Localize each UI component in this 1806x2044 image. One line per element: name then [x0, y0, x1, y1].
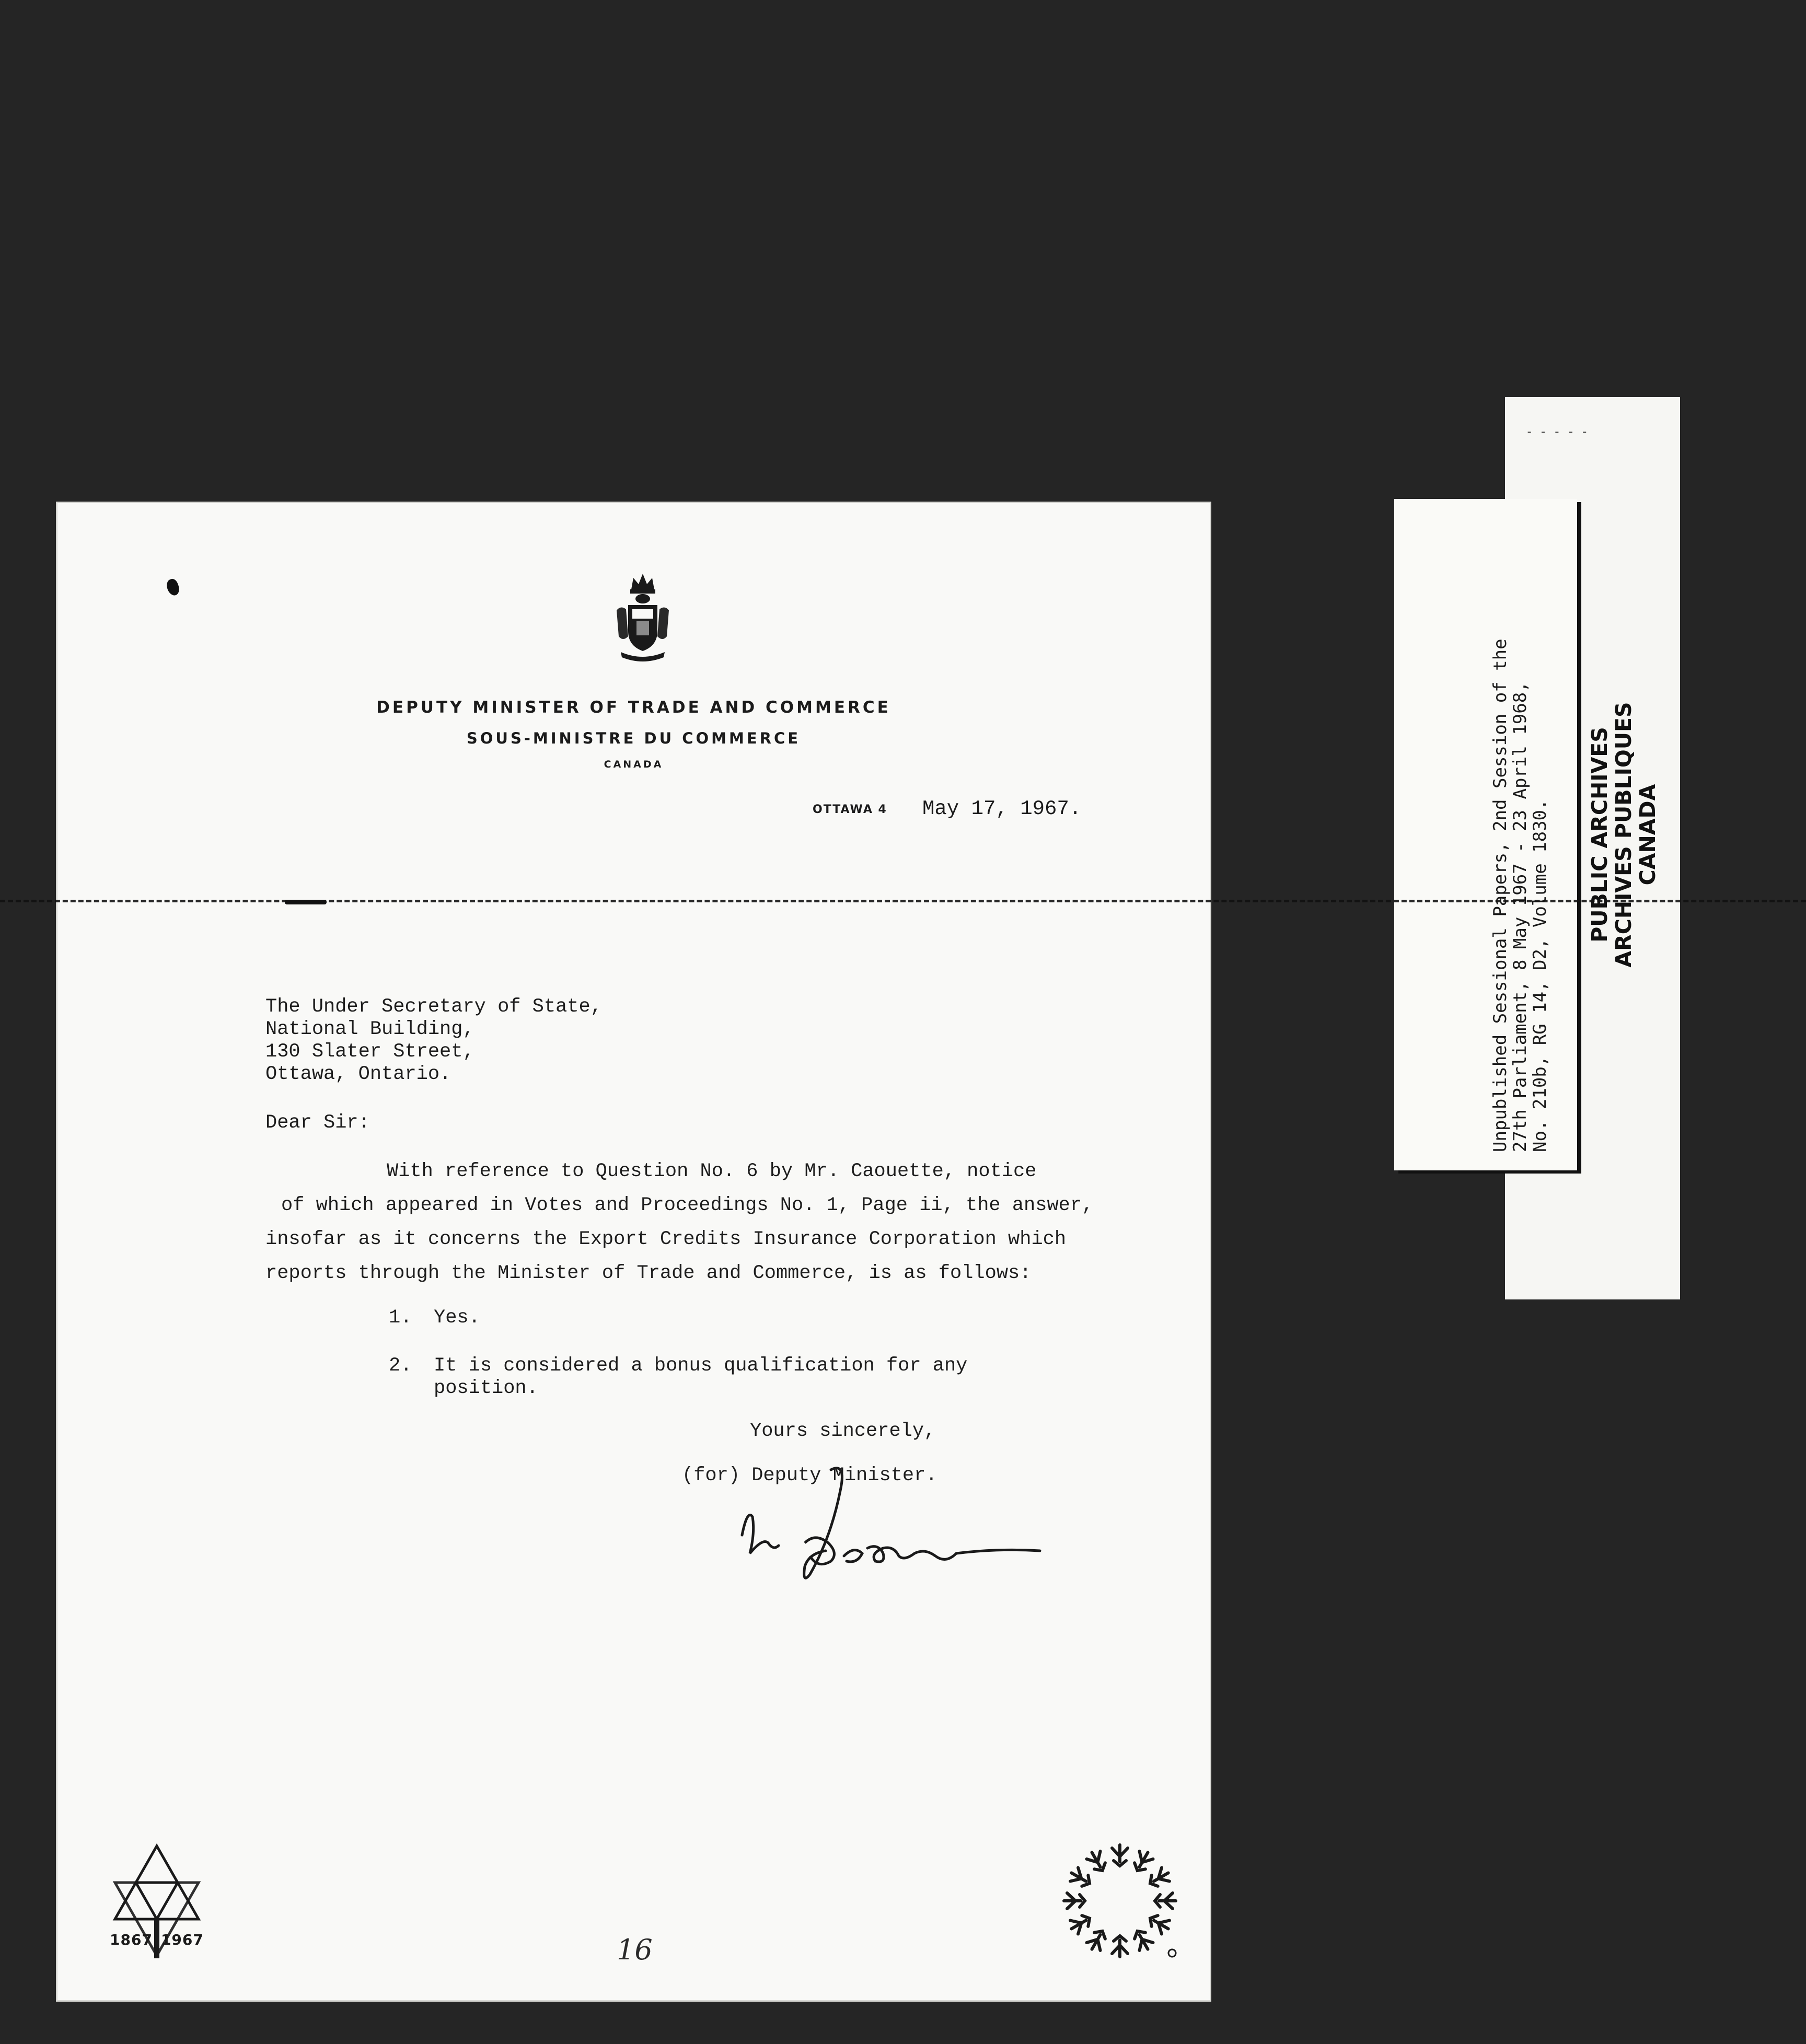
body-line-4: reports through the Minister of Trade and Commerce, is as follows: [265, 1262, 1032, 1284]
recipient-line-4: Ottawa, Ontario. [265, 1063, 452, 1085]
archives-stamp-line-2: ARCHIVES PUBLIQUES [1611, 702, 1636, 968]
centennial-year-start: 1867 [110, 1931, 153, 1948]
body-line-1: With reference to Question No. 6 by Mr. Caouette, notice [387, 1160, 1037, 1182]
letter-date: May 17, 1967. [922, 797, 1082, 820]
centennial-years [110, 1931, 204, 1948]
ink-blot [165, 577, 181, 597]
archives-stamp-line-1: PUBLIC ARCHIVES [1587, 727, 1612, 943]
fold-line-mark [285, 900, 327, 904]
card-margin-mark: - - - - - [1526, 426, 1588, 439]
letterhead-subtitle-french: SOUS-MINISTRE DU COMMERCE [466, 729, 801, 747]
body-line-2: of which appeared in Votes and Proceedings No. 1, Page ii, the answer, [281, 1194, 1094, 1216]
archives-stamp-line-3: CANADA [1635, 784, 1660, 886]
archive-reference-line-3: No. 210b, RG 14, D2, Volume 1830. [1530, 799, 1550, 1152]
fold-line [0, 900, 1806, 902]
archive-reference-label [1490, 638, 1550, 1152]
answer-1-text: Yes. [434, 1307, 480, 1329]
answer-1-number: 1. [389, 1307, 412, 1329]
signatory-title: (for) Deputy Minister. [682, 1465, 937, 1486]
recipient-line-2: National Building, [265, 1018, 474, 1040]
answer-2-line-1: It is considered a bonus qualification for any [434, 1355, 968, 1377]
letterhead-title: DEPUTY MINISTER OF TRADE AND COMMERCE [376, 698, 891, 717]
recipient-line-1: The Under Secretary of State, [265, 996, 602, 1018]
archive-reference-line-1: Unpublished Sessional Papers, 2nd Session of the [1490, 638, 1511, 1152]
letter-page [57, 503, 1210, 2000]
answer-2-number: 2. [389, 1355, 412, 1377]
public-archives-stamp [1588, 666, 1660, 1003]
centennial-divider [156, 1931, 158, 1947]
handwritten-page-number: 16 [617, 1933, 653, 1966]
answer-2-line-2: position. [434, 1377, 538, 1399]
salutation: Dear Sir: [265, 1112, 370, 1134]
centennial-wheel-icon [1060, 1841, 1180, 1961]
closing: Yours sincerely, [750, 1420, 936, 1442]
recipient-line-3: 130 Slater Street, [265, 1041, 474, 1063]
centennial-year-end: 1967 [160, 1931, 204, 1948]
body-line-3: insofar as it concerns the Export Credits Insurance Corporation which [265, 1228, 1067, 1250]
letterhead-country: CANADA [604, 759, 664, 770]
archive-reference-line-2: 27th Parliament, 8 May 1967 - 23 April 1968, [1510, 681, 1531, 1152]
dateline-city: OTTAWA 4 [813, 803, 887, 816]
coat-of-arms-icon [611, 568, 674, 665]
